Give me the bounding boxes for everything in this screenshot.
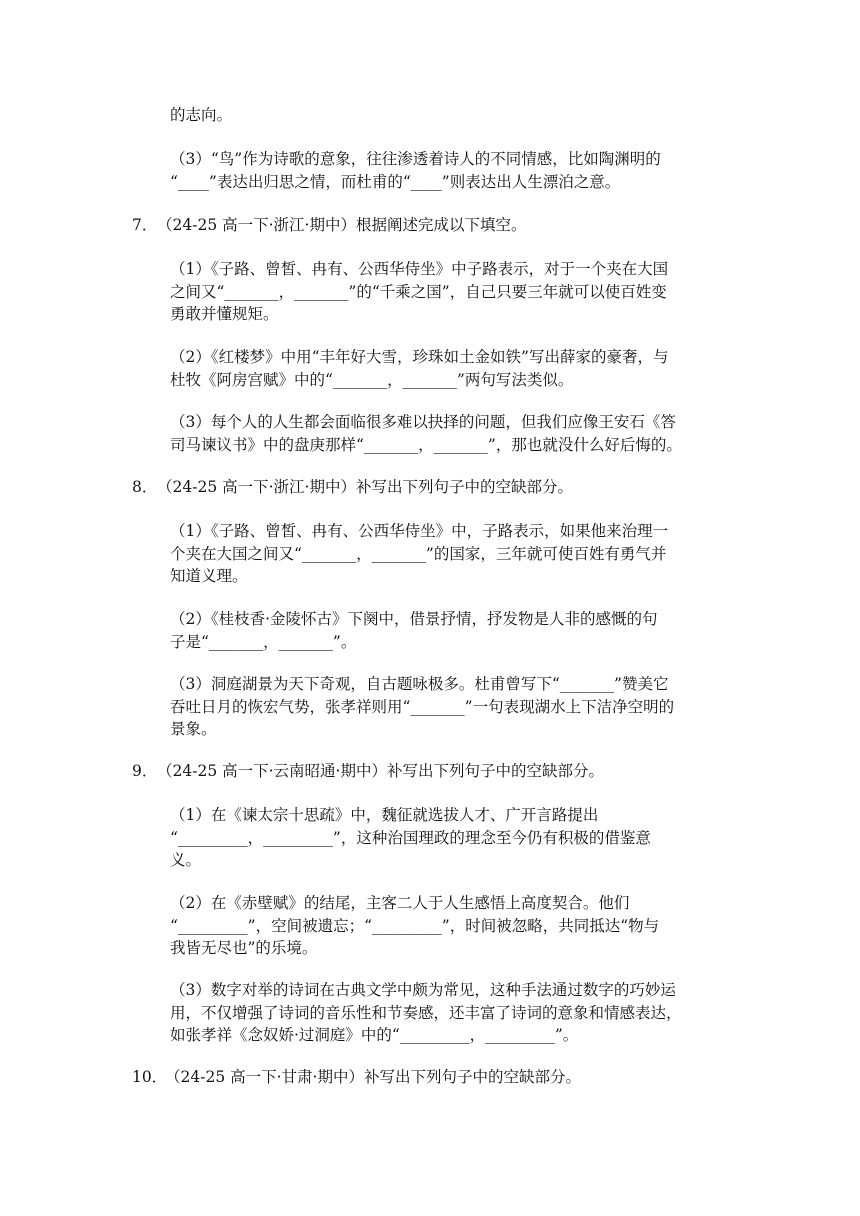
text-line: “_________，_________”，这种治国理政的理念至今仍有积极的借鉴意 — [170, 828, 651, 847]
question-number: 10． — [132, 1068, 168, 1086]
sub-item — [170, 673, 732, 741]
sub-item — [170, 892, 732, 960]
sub-item — [170, 411, 732, 456]
sub-item — [170, 148, 732, 193]
text-line: “____”表达出归思之情，而杜甫的“____”则表达出人生漂泊之意。 — [170, 172, 621, 191]
text-line: 杜牧《阿房宫赋》中的“_______，_______”两句写法类似。 — [170, 370, 574, 389]
text-line: “_________”，空间被遗忘；“_________”，时间被忽略，共同抵达“物与 — [170, 916, 660, 935]
text-line: 子是“_______，_______”。 — [170, 632, 357, 651]
text-line: 知道义理。 — [170, 567, 248, 585]
text-line: （2）在《赤壁赋》的结尾，主客二人于人生感悟上高度契合。他们 — [170, 894, 630, 912]
question-number: 7． — [132, 216, 158, 234]
text-line: 司马谏议书》中的盘庚那样“_______，_______”，那也就没什么好后悔的。 — [170, 435, 682, 454]
question-number: 9． — [132, 762, 158, 780]
question-prompt: （24-25 高一下·云南昭通·期中）补写出下列句子中的空缺部分。 — [157, 762, 604, 780]
text-line: （3）数字对举的诗词在古典文学中颇为常见，这种手法通过数字的巧妙运 — [170, 981, 676, 999]
sub-item — [170, 346, 732, 391]
text-line: （1）在《谏太宗十思疏》中，魏征就选拔人才、广开言路提出 — [170, 806, 599, 824]
text-line: 如张孝祥《念奴娇·过洞庭》中的“_________，_________”。 — [170, 1026, 579, 1044]
sub-item — [170, 520, 732, 588]
sub-item — [170, 608, 732, 653]
text-line: 吞吐日月的恢宏气势，张孝祥则用“_______”一句表现湖水上下洁净空明的 — [170, 697, 675, 716]
text-line: 之间又“_______，_______”的“千乘之国”，自己只要三年就可以使百姓变 — [170, 282, 667, 301]
text-line: 个夹在大国之间又“_______，_______”的国家，三年就可使百姓有勇气并 — [170, 544, 667, 563]
text-line: （3）“鸟”作为诗歌的意象，往往渗透着诗人的不同情感，比如陶渊明的 — [170, 150, 661, 168]
text-line: （3）每个人的人生都会面临很多难以抉择的问题，但我们应像王安石《答 — [170, 413, 676, 431]
text-line: （3）洞庭湖景为天下奇观，自古题咏极多。杜甫曾写下“_______”赞美它 — [170, 675, 669, 693]
sub-item — [170, 804, 732, 872]
sub-item — [170, 979, 732, 1047]
sub-item — [170, 258, 732, 326]
text-line: 用，不仅增强了诗词的音乐性和节奏感，还丰富了诗词的意象和情感表达， — [170, 1003, 682, 1022]
text-line: 义。 — [170, 851, 202, 869]
text-line: 景象。 — [170, 720, 217, 738]
text-line: （1）《子路、曾皙、冉有、公西华侍坐》中，子路表示，如果他来治理一 — [170, 522, 669, 540]
text-line: （1）《子路、曾皙、冉有、公西华侍坐》中子路表示，对于一个夹在大国 — [170, 260, 669, 278]
question-prompt: （24-25 高一下·浙江·期中）根据阐述完成以下填空。 — [157, 216, 527, 234]
question-prompt: （24-25 高一下·甘肃·期中）补写出下列句子中的空缺部分。 — [165, 1068, 581, 1086]
question-number: 8． — [132, 478, 158, 496]
text-line: （2）《红楼梦》中用“丰年好大雪，珍珠如土金如铁”写出薛家的豪奢，与 — [170, 348, 669, 366]
text-line: 勇敢并懂规矩。 — [170, 305, 279, 323]
text-line: 我皆无尽也”的乐境。 — [170, 939, 318, 957]
question-prompt: （24-25 高一下·浙江·期中）补写出下列句子中的空缺部分。 — [157, 478, 573, 496]
text-line: （2）《桂枝香·金陵怀古》下阕中，借景抒情，抒发物是人非的感慨的句 — [170, 610, 658, 628]
continuation-line: 的志向。 — [170, 106, 233, 124]
